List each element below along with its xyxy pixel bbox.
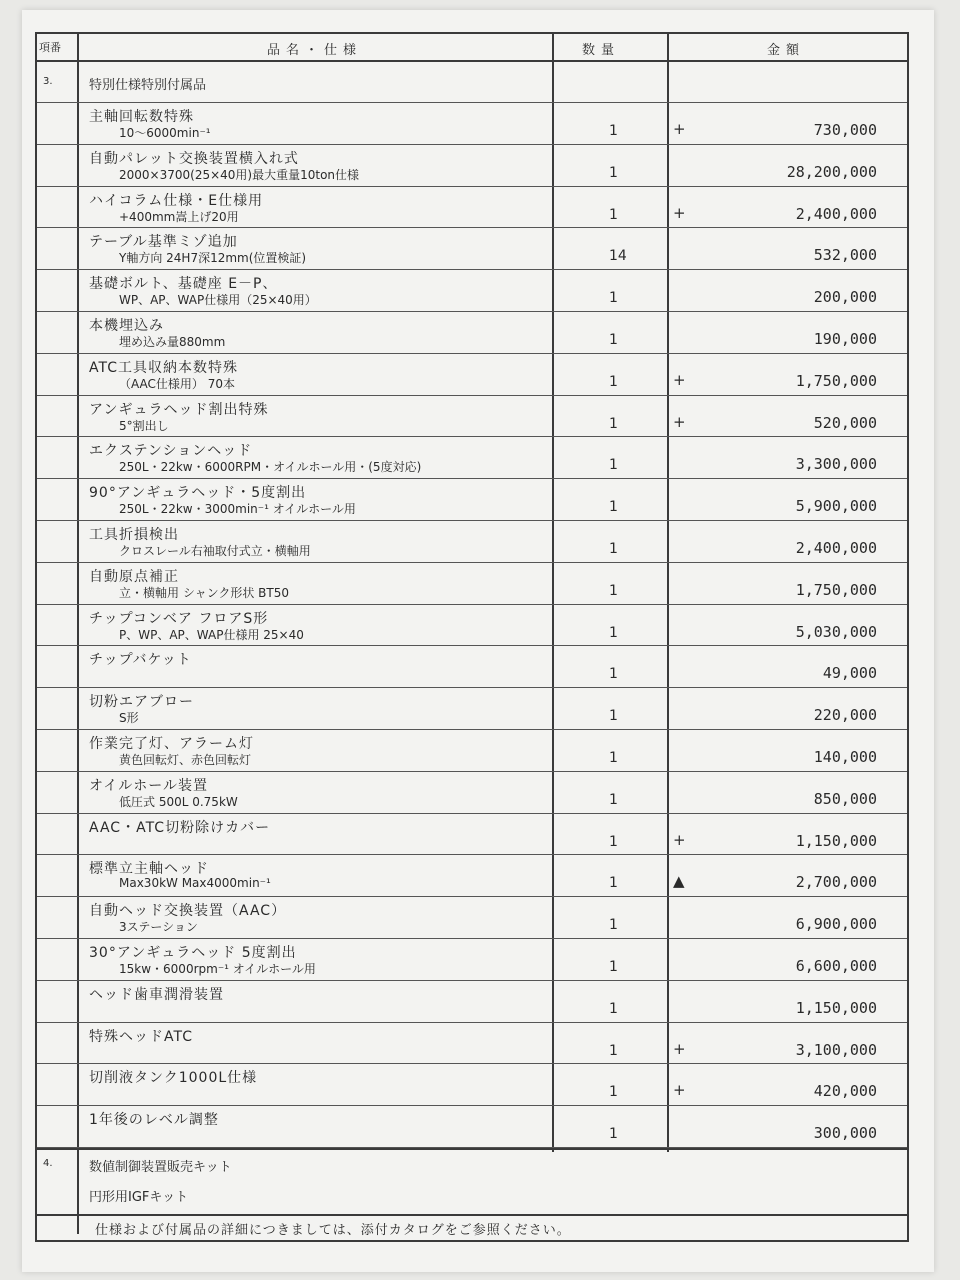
item-quantity: 1	[609, 582, 618, 599]
item-spec: 10～6000min⁻¹	[119, 126, 211, 140]
item-name: 標準立主軸ヘッド	[89, 861, 209, 878]
item-mark: +	[673, 412, 686, 431]
item-spec: 黄色回転灯、赤色回転灯	[119, 752, 252, 767]
item-spec: S形	[119, 711, 139, 726]
header-quantity: 数量	[582, 43, 621, 58]
table-row	[37, 354, 907, 396]
item-amount: 28,200,000	[786, 162, 877, 181]
item-spec: 低圧式 500L 0.75kW	[119, 794, 238, 809]
item-name: チップコンベア フロアS形	[89, 610, 269, 627]
section-3-header-row	[37, 62, 907, 103]
item-amount: 520,000	[813, 413, 877, 432]
table-row	[37, 1023, 907, 1065]
item-spec: クロスレール右袖取付式立・横軸用	[119, 543, 311, 558]
item-amount: 220,000	[813, 706, 877, 725]
item-spec: Y軸方向 24H7深12mm(位置検証)	[119, 251, 307, 266]
item-quantity: 1	[609, 457, 618, 474]
item-spec: 3ステーション	[119, 920, 198, 935]
item-name: 30°アンギュラヘッド 5度割出	[89, 944, 297, 961]
item-name: 自動原点補正	[89, 568, 179, 585]
item-quantity: 1	[609, 206, 618, 223]
item-amount: 190,000	[813, 329, 877, 348]
table-row	[37, 437, 907, 479]
item-name: チップバケット	[89, 652, 192, 669]
item-quantity: 1	[609, 290, 618, 307]
item-spec: 5°割出し	[119, 418, 169, 433]
table-row	[37, 1064, 907, 1106]
table-row	[37, 646, 907, 688]
item-quantity: 1	[609, 499, 618, 516]
table-header	[37, 34, 907, 62]
item-amount: 850,000	[813, 789, 877, 808]
section-4-row	[37, 1148, 907, 1214]
item-mark: +	[673, 830, 686, 849]
table-row	[37, 563, 907, 605]
item-name: 自動パレット交換装置横入れ式	[89, 150, 299, 167]
item-spec: +400mm嵩上げ20用	[119, 209, 239, 224]
item-name: 切削液タンク1000L仕様	[89, 1070, 258, 1087]
item-name: 工具折損検出	[89, 526, 179, 543]
table-row	[37, 688, 907, 730]
item-amount: 140,000	[813, 747, 877, 766]
item-quantity: 1	[609, 917, 618, 934]
table-row	[37, 396, 907, 438]
item-amount: 2,400,000	[795, 538, 877, 557]
item-amount: 2,700,000	[795, 873, 877, 892]
item-amount: 3,100,000	[795, 1040, 877, 1059]
item-amount: 6,600,000	[795, 956, 877, 975]
section-3-number: 3.	[43, 76, 53, 87]
table-row	[37, 479, 907, 521]
item-quantity: 1	[609, 624, 618, 641]
item-name: エクステンションヘッド	[89, 443, 253, 460]
item-quantity: 1	[609, 958, 618, 975]
item-quantity: 1	[609, 791, 618, 808]
item-spec: （AAC仕様用） 70本	[119, 376, 236, 391]
table-row	[37, 187, 907, 229]
item-name: 切粉エアブロー	[89, 694, 194, 711]
item-spec: Max30kW Max4000min⁻¹	[119, 876, 271, 891]
section-4-number: 4.	[43, 1157, 53, 1169]
item-amount: 300,000	[813, 1124, 877, 1143]
item-mark: +	[673, 203, 686, 222]
item-quantity: 14	[609, 248, 627, 265]
item-name: 1年後のレベル調整	[89, 1112, 219, 1129]
item-name: 自動ヘッド交換装置（AAC）	[89, 903, 287, 920]
table-row	[37, 772, 907, 814]
item-amount: 420,000	[813, 1082, 877, 1101]
table-row	[37, 981, 907, 1023]
item-spec: 立・横軸用 シャンク形状 BT50	[119, 585, 289, 600]
item-name: ヘッド歯車潤滑装置	[89, 986, 224, 1003]
table-row	[37, 897, 907, 939]
item-mark: +	[673, 120, 686, 138]
table-row	[37, 939, 907, 981]
table-row	[37, 814, 907, 856]
footer-note-row	[37, 1214, 907, 1242]
item-quantity: 1	[609, 415, 618, 432]
item-name: アンギュラヘッド割出特殊	[89, 401, 269, 418]
table-row	[37, 855, 907, 897]
item-quantity: 1	[609, 164, 618, 181]
item-quantity: 1	[609, 123, 618, 139]
item-quantity: 1	[609, 1126, 618, 1143]
item-spec: P、WP、AP、WAP仕様用 25×40	[119, 627, 304, 642]
item-amount: 5,030,000	[795, 622, 877, 641]
section-3-items	[37, 103, 907, 1148]
item-mark: +	[673, 1081, 686, 1100]
item-amount: 1,150,000	[795, 998, 877, 1017]
item-spec: 埋め込み量880mm	[119, 334, 226, 349]
item-mark: ▲	[673, 872, 685, 891]
item-amount: 2,400,000	[795, 204, 877, 223]
item-quantity: 1	[609, 875, 618, 892]
section-4-line2: 円形用IGFキット	[89, 1189, 189, 1205]
item-amount: 3,300,000	[795, 455, 877, 474]
section-3-title: 特別仕様特別付属品	[89, 78, 207, 93]
item-quantity: 1	[609, 708, 618, 725]
item-amount: 1,750,000	[795, 580, 877, 599]
item-name: ATC工具収納本数特殊	[89, 359, 238, 376]
item-amount: 49,000	[822, 664, 877, 683]
table-row	[37, 1106, 907, 1148]
table-row	[37, 270, 907, 312]
item-spec: 15kw・6000rpm⁻¹ オイルホール用	[119, 961, 316, 976]
item-name: AAC・ATC切粉除けカバー	[89, 819, 271, 836]
item-name: オイルホール装置	[89, 777, 209, 794]
header-amount: 金額	[767, 43, 806, 58]
item-spec: 250L・22kw・6000RPM・オイルホール用・(5度対応)	[119, 460, 422, 475]
item-name: 主軸回転数特殊	[89, 109, 194, 125]
table-row	[37, 605, 907, 647]
item-quantity: 1	[609, 749, 618, 766]
item-name: 特殊ヘッドATC	[89, 1028, 193, 1045]
item-spec: WP、AP、WAP仕様用（25×40用）	[119, 293, 317, 308]
item-quantity: 1	[609, 540, 618, 557]
item-amount: 6,900,000	[795, 915, 877, 934]
item-amount: 5,900,000	[795, 497, 877, 516]
item-name: 基礎ボルト、基礎座 E－P、	[89, 276, 278, 293]
table-row	[37, 730, 907, 772]
item-spec: 2000×3700(25×40用)最大重量10ton仕様	[119, 167, 360, 182]
item-quantity: 1	[609, 666, 618, 683]
table-row	[37, 312, 907, 354]
item-quantity: 1	[609, 833, 618, 850]
item-name: 本機埋込み	[89, 317, 164, 334]
table-row	[37, 521, 907, 563]
item-amount: 200,000	[813, 288, 877, 307]
item-name: ハイコラム仕様・E仕様用	[89, 192, 264, 209]
item-name: 90°アンギュラヘッド・5度割出	[89, 485, 307, 502]
header-item-no: 項番	[39, 41, 61, 54]
item-mark: +	[673, 370, 686, 389]
item-quantity: 1	[609, 1000, 618, 1017]
item-amount: 1,150,000	[795, 831, 877, 850]
item-quantity: 1	[609, 373, 618, 390]
table-row	[37, 145, 907, 187]
spec-table	[35, 32, 909, 1242]
item-mark: +	[673, 1039, 686, 1058]
item-spec: 250L・22kw・3000min⁻¹ オイルホール用	[119, 502, 356, 517]
item-amount: 730,000	[813, 121, 877, 139]
item-amount: 1,750,000	[795, 371, 877, 390]
item-name: 作業完了灯、アラーム灯	[89, 735, 254, 752]
item-quantity: 1	[609, 1084, 618, 1101]
table-row	[37, 103, 907, 145]
footer-note: 仕様および付属品の詳細につきましては、添付カタログをご参照ください。	[95, 1222, 571, 1238]
item-amount: 532,000	[813, 246, 877, 265]
document-page	[22, 10, 934, 1272]
section-4-line1: 数値制御装置販売キット	[89, 1159, 232, 1175]
table-row	[37, 228, 907, 270]
item-quantity: 1	[609, 331, 618, 348]
item-name: テーブル基準ミゾ追加	[89, 234, 238, 251]
item-quantity: 1	[609, 1042, 618, 1059]
header-name-spec: 品名・仕様	[267, 43, 363, 58]
